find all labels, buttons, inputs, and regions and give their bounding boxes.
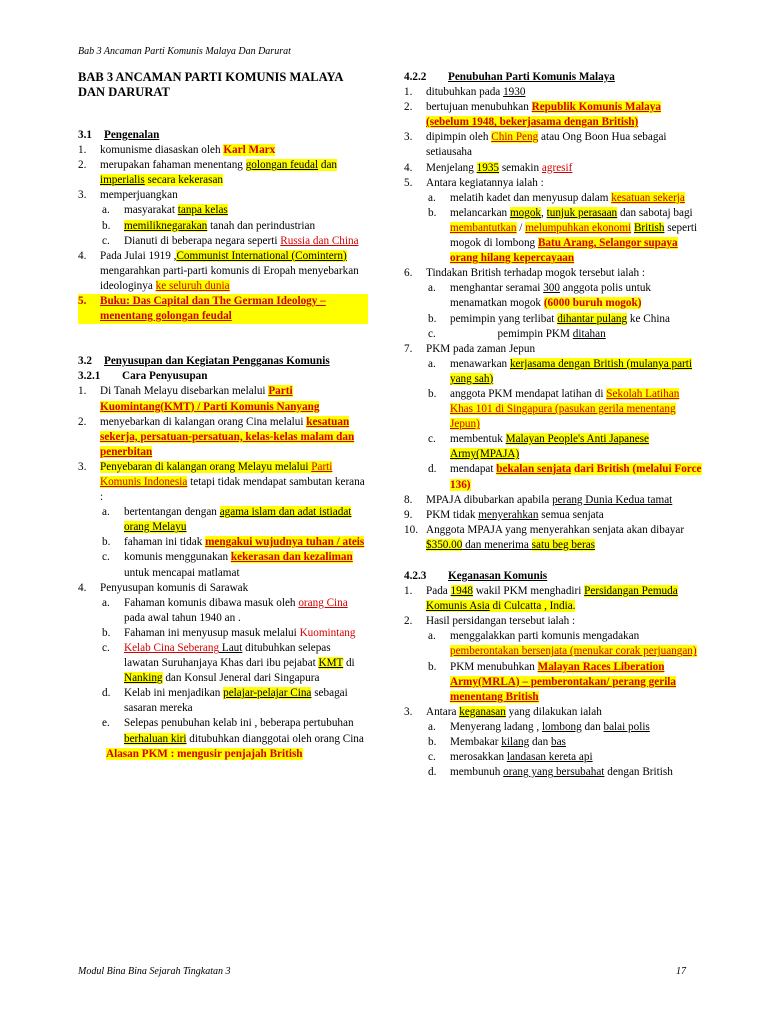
- item-number: 2.: [404, 615, 413, 628]
- sub-item: [404, 735, 704, 750]
- item-text: menawarkan: [450, 357, 510, 370]
- item-text: Antara kegiatannya ialah :: [426, 176, 544, 189]
- item-keyword: Communist International (Comintern): [176, 249, 347, 262]
- section-title: Penyusupan dan Kegiatan Pengganas Komunis: [104, 355, 330, 368]
- item-text: seperti mogok di lombong: [450, 221, 698, 250]
- sub-letter: a.: [102, 596, 110, 609]
- item-keyword: memiliknegarakan: [124, 219, 208, 232]
- list-item: [78, 294, 368, 324]
- list-item: [78, 581, 368, 596]
- section-number: 3.2: [78, 355, 92, 368]
- sub-item: [78, 203, 368, 218]
- item-keyword: Russia dan China: [280, 234, 359, 247]
- item-keyword: orang Cina: [298, 596, 348, 609]
- list-item: [404, 584, 704, 614]
- item-number: 2.: [78, 415, 87, 428]
- item-text: untuk mencapai matlamat: [124, 566, 240, 579]
- sub-letter: c.: [428, 327, 436, 340]
- item-text: komunis menggunakan: [124, 551, 231, 564]
- item-keyword: $350.00: [426, 538, 463, 551]
- item-text: merupakan fahaman menentang: [100, 159, 246, 172]
- list-item: [404, 705, 704, 720]
- item-text: menghantar seramai: [450, 282, 544, 295]
- item-keyword: dari British (melalui Force 136): [450, 463, 702, 491]
- item-keyword: tanpa kelas: [177, 204, 228, 217]
- item-text: melancarkan: [450, 206, 510, 219]
- item-text: Penyebaran di kalangan orang Melayu melalui: [100, 460, 312, 473]
- list-item: [78, 415, 368, 460]
- item-text: fahaman ini tidak: [124, 536, 206, 549]
- item-text: dan Konsul Jeneral dari Singapura: [162, 672, 320, 685]
- section-number: 3.2.1: [78, 370, 101, 383]
- list-item: [404, 493, 704, 508]
- list-item: [78, 188, 368, 203]
- item-text: menggalakkan parti komunis mengadakan: [450, 630, 640, 643]
- item-number: 5.: [78, 295, 87, 308]
- item-keyword: pemberontakan bersenjata (menukar corak perjuangan): [450, 645, 697, 658]
- item-text: Hasil persidangan tersebut ialah :: [426, 615, 576, 628]
- item-text: Pada Julai 1919 ,: [100, 249, 177, 262]
- item-keyword: KMT: [318, 657, 344, 670]
- item-text: dengan British: [604, 766, 673, 779]
- item-text: Penyusupan komunis di Sarawak: [100, 581, 249, 594]
- sub-letter: a.: [428, 191, 436, 204]
- item-keyword: 1948: [450, 585, 473, 598]
- item-keyword: membantutkan: [450, 221, 517, 234]
- item-keyword: berhaluan kiri: [124, 732, 187, 745]
- sub-letter: c.: [102, 551, 110, 564]
- list-item: [404, 614, 704, 629]
- item-text: ditubuhkan dianggotai oleh orang Cina: [186, 732, 364, 745]
- item-keyword: Batu Arang, Selangor supaya orang hilang kepercayaan: [450, 237, 678, 265]
- item-number: 10.: [404, 523, 418, 536]
- item-text: memperjuangkan: [100, 189, 178, 202]
- item-text: menyebarkan di kalangan orang Cina melalui: [100, 415, 307, 428]
- item-text: Membakar: [450, 736, 502, 749]
- item-text: Selepas penubuhan kelab ini , beberapa pertubuhan: [124, 717, 354, 730]
- item-text: MPAJA dibubarkan apabila: [426, 493, 553, 506]
- section-title: Penubuhan Parti Komunis Malaya: [448, 71, 615, 83]
- item-text: Pada: [426, 585, 451, 598]
- item-text: anggota PKM mendapat latihan di: [450, 387, 607, 400]
- item-text: Menyerang ladang ,: [450, 720, 542, 733]
- item-text: di: [343, 657, 355, 670]
- item-keyword: Nanking: [124, 672, 163, 685]
- item-keyword: landasan kereta api: [506, 751, 593, 764]
- item-text: dan: [581, 720, 604, 733]
- list-item: [404, 161, 704, 176]
- sub-item: [78, 626, 368, 641]
- item-keyword: lombong: [541, 720, 582, 733]
- item-keyword: Karl Marx: [223, 144, 276, 157]
- item-text: semakin: [499, 161, 542, 174]
- sub-letter: b.: [428, 312, 437, 325]
- sub-item: [404, 387, 704, 432]
- list-item: [78, 384, 368, 414]
- item-keyword: ke seluruh dunia: [155, 279, 230, 292]
- item-text: melatih kadet dan menyusup dalam: [450, 191, 612, 204]
- item-keyword: kesatuan sekerja, persatuan-persatuan, kelas-kelas malam dan penerbitan: [100, 415, 355, 458]
- item-text: yang dilakukan ialah: [505, 705, 602, 718]
- list-item: [78, 158, 368, 188]
- item-keyword: British: [633, 221, 665, 234]
- sub-letter: b.: [102, 626, 111, 639]
- sub-item: [404, 191, 704, 206]
- sub-letter: c.: [428, 433, 436, 446]
- list-item: [404, 342, 704, 357]
- item-text: dan sabotaj bagi: [617, 206, 693, 219]
- item-keyword: mogok: [509, 206, 542, 219]
- sub-item: [404, 720, 704, 735]
- sub-letter: a.: [428, 357, 436, 370]
- item-text: Antara: [426, 705, 460, 718]
- item-text: atau Ong Boon Hua sebagai setiausaha: [426, 131, 667, 159]
- item-keyword: melumpuhkan ekonomi: [525, 221, 632, 234]
- item-text: merosakkan: [450, 751, 507, 764]
- sub-item: [78, 641, 368, 686]
- sub-letter: b.: [102, 536, 111, 549]
- item-text: tanah dan perindustrian: [207, 219, 316, 232]
- sub-letter: c.: [102, 234, 110, 247]
- item-keyword: 300: [543, 282, 560, 295]
- item-keyword: pelajar-pelajar Cina: [223, 687, 312, 700]
- chapter-title: BAB 3 ANCAMAN PARTI KOMUNIS MALAYA DAN DARURAT: [78, 70, 343, 99]
- sub-letter: d.: [428, 766, 437, 779]
- item-keyword: mengakui wujudnya tuhan / ateis: [205, 536, 365, 549]
- sub-item: [404, 327, 704, 342]
- section-title: Cara Penyusupan: [122, 370, 208, 383]
- item-keyword: imperialis: [100, 174, 145, 187]
- item-keyword: Kelab Cina Seberang: [124, 642, 220, 654]
- item-number: 2.: [78, 159, 87, 172]
- item-number: 5.: [404, 176, 413, 189]
- item-number: 9.: [404, 508, 413, 521]
- item-keyword: agama islam dan adat istiadat orang Melayu: [124, 506, 352, 534]
- item-keyword: Republik Komunis Malaya (sebelum 1948, bekerjasama dengan British): [426, 101, 661, 129]
- item-text: dan: [318, 159, 338, 172]
- list-item: [404, 176, 704, 191]
- sub-letter: d.: [428, 463, 437, 476]
- item-keyword: kesatuan sekerja: [611, 191, 685, 204]
- sub-item: [78, 535, 368, 550]
- sub-item: [78, 505, 368, 535]
- sub-item: [78, 716, 368, 746]
- item-keyword: balai polis: [603, 720, 650, 733]
- sub-item: [404, 750, 704, 765]
- item-number: 1.: [404, 585, 413, 598]
- item-number: 4.: [78, 249, 87, 262]
- section-3-1-heading: [78, 128, 368, 143]
- section-number: 4.2.2: [404, 71, 427, 83]
- sub-item: [404, 660, 704, 705]
- item-text: Di Tanah Melayu disebarkan melalui: [100, 385, 269, 398]
- sub-letter: a.: [102, 506, 110, 519]
- item-text: PKM pada zaman Jepun: [426, 342, 536, 355]
- item-text: dan: [529, 736, 551, 749]
- sub-letter: b.: [428, 736, 437, 749]
- item-keyword: kekerasan dan kezaliman: [230, 551, 353, 564]
- item-keyword: Buku: Das Capital dan The German Ideology – menentang golongan feudal: [100, 295, 326, 323]
- item-text: mengarahkan parti-parti komunis di Eropah menyebarkan ideologinya: [100, 264, 359, 292]
- item-text: ditubuhkan selepas lawatan Suruhanjaya Khas dari ibu pejabat: [124, 642, 331, 670]
- item-text: masyarakat: [124, 204, 178, 217]
- item-text: PKM menubuhkan: [450, 660, 538, 673]
- sub-item: [404, 765, 704, 780]
- sub-item: [404, 629, 704, 659]
- item-text: ke China: [627, 312, 670, 325]
- sub-item: [404, 462, 704, 492]
- item-keyword: dihantar pulang: [557, 312, 628, 325]
- item-keyword: (6000 buruh mogok): [543, 297, 642, 310]
- item-text: komunisme diasaskan oleh: [100, 144, 224, 157]
- item-keyword: Persidangan Pemuda Komunis Asia: [426, 585, 678, 613]
- item-keyword: Sekolah Latihan Khas 101 di Singapura (pasukan gerila menentang Jepun): [450, 387, 680, 431]
- item-text: semua senjata: [538, 508, 604, 521]
- item-text: Menjelang: [426, 161, 477, 174]
- sub-letter: c.: [102, 642, 110, 654]
- item-number: 3.: [78, 460, 87, 473]
- item-keyword: ditahan: [572, 327, 606, 340]
- page-number: 17: [676, 966, 686, 977]
- item-keyword: keganasan: [459, 705, 506, 718]
- sub-letter: d.: [102, 687, 111, 700]
- item-keyword: Kuomintang: [299, 626, 356, 639]
- section-number: 4.2.3: [404, 570, 427, 582]
- sub-letter: b.: [428, 206, 437, 219]
- item-number: 1.: [404, 86, 413, 99]
- sub-letter: a.: [428, 630, 436, 643]
- section-number: 3.1: [78, 129, 92, 141]
- list-item: [78, 249, 368, 294]
- item-keyword: Malayan People's Anti Japanese Army(MPAJA): [450, 433, 650, 461]
- sub-item: [404, 206, 704, 266]
- item-text: Fahaman komunis dibawa masuk oleh: [124, 596, 299, 609]
- list-item: [404, 100, 704, 130]
- item-text: di Culcatta , India.: [489, 600, 576, 613]
- item-text: pemimpin yang terlibat: [450, 312, 558, 325]
- sub-letter: a.: [102, 204, 110, 217]
- item-text: wakil PKM menghadiri: [472, 585, 585, 598]
- sub-letter: b.: [428, 660, 437, 673]
- item-text: Tindakan British terhadap mogok tersebut ialah :: [426, 267, 645, 280]
- sub-item: [404, 432, 704, 462]
- item-keyword: agresif: [541, 161, 573, 174]
- sub-letter: a.: [428, 282, 436, 295]
- item-keyword: kilang: [501, 736, 530, 749]
- sub-letter: a.: [428, 720, 436, 733]
- item-number: 3.: [78, 189, 87, 202]
- sub-letter: c.: [428, 751, 436, 764]
- left-column: [78, 70, 368, 762]
- item-number: 8.: [404, 493, 413, 506]
- item-keyword: kerjasama dengan British (mulanya parti yang sah): [450, 357, 693, 385]
- item-text: Laut: [219, 642, 243, 654]
- item-keyword: 1930: [503, 86, 526, 99]
- item-keyword: menyerahkan: [478, 508, 539, 521]
- running-header: Bab 3 Ancaman Parti Komunis Malaya Dan Darurat: [78, 46, 291, 57]
- list-item: [404, 85, 704, 100]
- item-text: mendapat: [450, 463, 497, 476]
- right-column: [404, 70, 704, 780]
- sub-item: [78, 596, 368, 626]
- item-text: bertujuan menubuhkan: [426, 101, 532, 114]
- item-keyword: golongan feudal: [245, 159, 319, 172]
- item-text: tetapi tidak mendapat sambutan kerana :: [100, 475, 365, 504]
- item-text: dan menerima: [462, 538, 532, 551]
- section-title: Keganasan Komunis: [448, 570, 548, 582]
- item-keyword: bekalan senjata: [496, 463, 572, 476]
- item-number: 1.: [78, 144, 87, 157]
- sub-item: [78, 234, 368, 249]
- item-keyword: orang yang bersubahat: [503, 766, 605, 779]
- item-text: ,: [541, 206, 547, 219]
- sub-item: [404, 312, 704, 327]
- item-text: pemimpin PKM: [450, 327, 573, 340]
- item-number: 4.: [78, 581, 87, 594]
- running-footer: Modul Bina Bina Sejarah Tingkatan 3: [78, 966, 231, 977]
- item-text: pada awal tahun 1940 an .: [124, 611, 241, 624]
- item-keyword: perang Dunia Kedua tamat: [552, 493, 673, 506]
- item-keyword: Malayan Races Liberation Army(MRLA) – pemberontakan/ perang gerila menentang British: [450, 660, 677, 703]
- item-number: 3.: [404, 705, 413, 718]
- sub-letter: b.: [428, 387, 437, 400]
- item-number: 2.: [404, 101, 413, 114]
- item-keyword: bas: [550, 736, 566, 749]
- item-keyword: Parti Kuomintang(KMT) / Parti Komunis Nanyang: [100, 385, 320, 413]
- section-3-2-heading: [78, 354, 368, 369]
- list-item: [404, 266, 704, 281]
- section-3-2-1-heading: [78, 369, 368, 384]
- item-text: Dianuti di beberapa negara seperti: [124, 234, 281, 247]
- sub-item: [404, 281, 704, 311]
- item-text: membentuk: [450, 433, 506, 446]
- item-keyword: Chin Peng: [491, 131, 539, 144]
- item-number: 7.: [404, 342, 413, 355]
- item-number: 3.: [404, 131, 413, 144]
- item-text: Kelab ini menjadikan: [124, 687, 224, 700]
- item-keyword: Parti Komunis Indonesia: [100, 460, 333, 488]
- item-keyword: tunjuk perasaan: [546, 206, 618, 219]
- sub-item: [78, 550, 368, 580]
- item-text: ditubuhkan pada: [426, 86, 504, 99]
- list-item: [404, 508, 704, 523]
- sub-item: [78, 686, 368, 716]
- section-4-2-2-heading: [404, 70, 704, 85]
- item-text: bertentangan dengan: [124, 506, 220, 519]
- sub-letter: b.: [102, 219, 111, 232]
- item-text: anggota polis untuk menamatkan mogok: [450, 282, 652, 310]
- item-text: Fahaman ini menyusup masuk melalui: [124, 626, 300, 639]
- item-number: 4.: [404, 161, 413, 174]
- item-text: membunuh: [450, 766, 504, 779]
- list-item: [78, 460, 368, 505]
- list-item: [78, 143, 368, 158]
- item-keyword: satu beg beras: [531, 538, 596, 551]
- item-keyword: 1935: [476, 161, 500, 174]
- item-number: 1.: [78, 385, 87, 398]
- item-text: sebagai sasaran mereka: [124, 687, 348, 715]
- sub-item: [404, 357, 704, 387]
- item-text: secara kekerasan: [144, 174, 224, 187]
- section-4-2-3-heading: [404, 569, 704, 584]
- item-text: Anggota MPAJA yang menyerahkan senjata akan dibayar: [426, 523, 685, 536]
- list-item: [404, 523, 704, 553]
- item-text: /: [516, 221, 526, 234]
- item-text: dipimpin oleh: [426, 131, 492, 144]
- section-title: Pengenalan: [104, 129, 160, 141]
- item-number: 6.: [404, 267, 413, 280]
- alasan-note: [78, 747, 368, 762]
- sub-item: [78, 219, 368, 234]
- item-keyword: Alasan PKM : mengusir penjajah British: [106, 747, 303, 760]
- list-item: [404, 130, 704, 160]
- sub-letter: e.: [102, 717, 110, 730]
- item-text: PKM tidak: [426, 508, 479, 521]
